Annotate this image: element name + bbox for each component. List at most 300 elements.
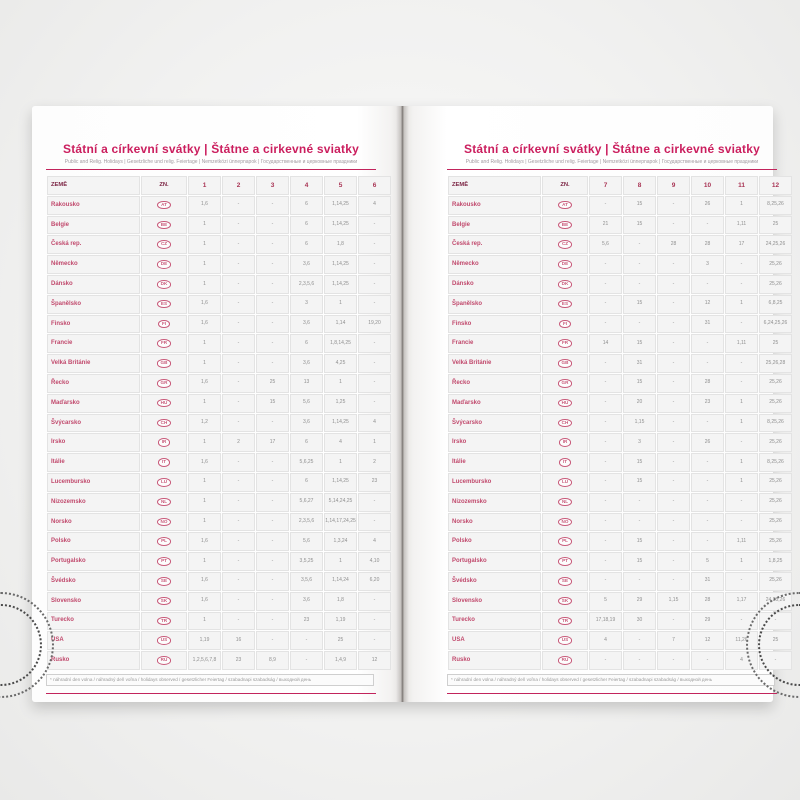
holiday-days-cell: 1,14,25 [324, 275, 357, 294]
country-code-cell [542, 572, 588, 591]
table-row [47, 374, 391, 393]
holiday-days-cell: 31 [623, 354, 656, 373]
holiday-days-cell: - [589, 453, 622, 472]
country-code-cell [141, 315, 187, 334]
country-code-badge: CH [558, 419, 573, 428]
table-row [47, 196, 391, 215]
holiday-days-cell: - [222, 493, 255, 512]
holiday-days-cell: - [691, 414, 724, 433]
holiday-days-cell: - [256, 453, 289, 472]
country-code-badge: GR [558, 379, 573, 388]
holiday-days-cell: 8,9 [256, 651, 289, 670]
title-rule [447, 169, 777, 170]
right-page-content [447, 142, 788, 694]
table-row [47, 453, 391, 472]
country-code-cell [141, 216, 187, 235]
holiday-days-cell: - [691, 473, 724, 492]
holiday-days-cell: - [657, 394, 690, 413]
holiday-days-cell: - [256, 414, 289, 433]
holiday-days-cell: - [725, 275, 758, 294]
holiday-days-cell: 15 [256, 394, 289, 413]
holiday-days-cell: - [589, 315, 622, 334]
holiday-days-cell: 1,8,14,25 [324, 334, 357, 353]
holiday-days-cell: 15 [623, 532, 656, 551]
holiday-days-cell: 25,26,28 [759, 354, 792, 373]
holiday-days-cell: 26 [691, 433, 724, 452]
holiday-days-cell: 28 [691, 592, 724, 611]
holiday-days-cell: - [222, 374, 255, 393]
holiday-days-cell: 5,6 [290, 394, 323, 413]
month-column-header: 2 [222, 176, 255, 195]
country-name: Maďarsko [47, 394, 140, 413]
table-row [448, 453, 792, 472]
title-rule [46, 169, 376, 170]
table-row [47, 473, 391, 492]
holiday-days-cell: 25,26 [759, 394, 792, 413]
holiday-days-cell: 1 [188, 433, 221, 452]
holiday-days-cell: 1,11 [725, 216, 758, 235]
bottom-rule [46, 693, 376, 694]
holiday-days-cell: - [358, 334, 391, 353]
country-code-cell [542, 295, 588, 314]
country-code-badge: IR [559, 438, 572, 447]
holiday-days-cell: - [358, 275, 391, 294]
holiday-days-cell: 1 [324, 552, 357, 571]
holiday-days-cell: 4 [358, 196, 391, 215]
holiday-days-cell: - [256, 493, 289, 512]
holiday-days-cell: 1,2,5,6,7,8 [188, 651, 221, 670]
code-column-header: ZN. [141, 176, 187, 195]
country-name: Portugalsko [448, 552, 541, 571]
holiday-days-cell: 1,14,24 [324, 572, 357, 591]
table-row [47, 612, 391, 631]
country-name: Turecko [448, 612, 541, 631]
holiday-days-cell: 28 [657, 235, 690, 254]
table-row [448, 216, 792, 235]
holiday-days-cell: 19,20 [358, 315, 391, 334]
holiday-days-cell: 3 [623, 433, 656, 452]
country-code-cell [542, 651, 588, 670]
holiday-days-cell: 25,26 [759, 374, 792, 393]
country-name: Dánsko [47, 275, 140, 294]
month-column-header: 3 [256, 176, 289, 195]
table-row [448, 334, 792, 353]
holiday-days-cell: 1,11 [725, 532, 758, 551]
holiday-days-cell: - [589, 374, 622, 393]
country-name: Belgie [47, 216, 140, 235]
holiday-days-cell: 25,26 [759, 433, 792, 452]
country-name: Velká Británie [47, 354, 140, 373]
holiday-days-cell: - [589, 532, 622, 551]
holiday-days-cell: - [256, 572, 289, 591]
holiday-days-cell: 1 [725, 552, 758, 571]
country-code-badge: US [558, 636, 572, 645]
holiday-days-cell: 5 [691, 552, 724, 571]
holiday-days-cell: - [657, 651, 690, 670]
table-row [448, 315, 792, 334]
country-code-badge: GR [157, 379, 172, 388]
holiday-days-cell: - [691, 532, 724, 551]
holiday-days-cell: - [589, 354, 622, 373]
holiday-days-cell: 6 [290, 433, 323, 452]
table-row [448, 572, 792, 591]
table-row [47, 414, 391, 433]
month-column-header: 5 [324, 176, 357, 195]
country-code-badge: FR [157, 339, 171, 348]
table-row [448, 275, 792, 294]
holiday-days-cell: 15 [623, 216, 656, 235]
holiday-days-cell: 1,6 [188, 592, 221, 611]
table-row [448, 394, 792, 413]
holiday-days-cell: - [256, 612, 289, 631]
page-subtitle: Public and Relig. Holidays | Gesetzliche und relig. Feiertage | Nemzetközi ünnepnapok | Государственные и церковные праздники [64, 159, 358, 165]
table-row [47, 235, 391, 254]
holiday-days-cell: - [657, 354, 690, 373]
holiday-days-cell: - [256, 255, 289, 274]
country-code-cell [141, 414, 187, 433]
country-name: Česká rep. [47, 235, 140, 254]
holiday-days-cell: - [623, 651, 656, 670]
country-code-badge: PT [558, 557, 572, 566]
holiday-days-cell: 25,26 [759, 513, 792, 532]
country-name: Dánsko [448, 275, 541, 294]
country-code-cell [542, 196, 588, 215]
country-code-cell [542, 473, 588, 492]
country-name: USA [448, 631, 541, 650]
country-code-cell [542, 453, 588, 472]
holiday-days-cell: - [222, 473, 255, 492]
holiday-days-cell: - [222, 394, 255, 413]
holiday-days-cell: 1 [188, 235, 221, 254]
holiday-days-cell: 1,19 [188, 631, 221, 650]
country-code-badge: CZ [558, 240, 572, 249]
country-name: Švédsko [47, 572, 140, 591]
holiday-days-cell: - [358, 394, 391, 413]
country-code-badge: FI [158, 320, 170, 329]
holiday-days-cell: 13 [290, 374, 323, 393]
country-code-cell [542, 612, 588, 631]
table-row [47, 552, 391, 571]
holiday-days-cell: - [358, 374, 391, 393]
country-code-cell [542, 493, 588, 512]
country-code-cell [542, 315, 588, 334]
holiday-days-cell: 28 [691, 235, 724, 254]
table-row [47, 216, 391, 235]
holiday-days-cell: 1 [324, 374, 357, 393]
holiday-days-cell: 5,6 [589, 235, 622, 254]
holiday-days-cell: 1,14,17,24,25 [324, 513, 357, 532]
country-name: Finsko [448, 315, 541, 334]
holiday-days-cell: - [222, 414, 255, 433]
holiday-days-cell: 1,8,25 [759, 552, 792, 571]
country-name: Rusko [448, 651, 541, 670]
holiday-days-cell: - [358, 255, 391, 274]
holiday-days-cell: 21 [589, 216, 622, 235]
country-name: Polsko [448, 532, 541, 551]
holiday-days-cell: 25,26 [759, 473, 792, 492]
country-name: Řecko [47, 374, 140, 393]
holiday-days-cell: - [358, 513, 391, 532]
table-row [47, 275, 391, 294]
holiday-days-cell: - [691, 275, 724, 294]
country-code-badge: CZ [157, 240, 171, 249]
page-title: Státní a církevní svátky | Štátne a cirkevné sviatky [464, 142, 760, 156]
country-code-badge: GB [558, 359, 573, 368]
country-code-badge: NL [157, 498, 171, 507]
holiday-days-cell: 1,6 [188, 374, 221, 393]
country-code-cell [141, 631, 187, 650]
holiday-days-cell: - [222, 354, 255, 373]
holiday-days-cell: 1,4,9 [324, 651, 357, 670]
holiday-days-cell: - [222, 334, 255, 353]
holiday-days-cell: 1,15 [657, 592, 690, 611]
holiday-days-cell: 1,14,25 [324, 216, 357, 235]
country-name: Německo [448, 255, 541, 274]
country-code-badge: FI [559, 320, 571, 329]
holiday-days-cell: 3,5,25 [290, 552, 323, 571]
holiday-days-cell: - [589, 473, 622, 492]
holiday-days-cell: 1 [725, 473, 758, 492]
table-row [448, 433, 792, 452]
holiday-days-cell: - [290, 651, 323, 670]
holiday-days-cell: 4 [725, 651, 758, 670]
country-code-cell [141, 374, 187, 393]
holiday-days-cell: - [623, 315, 656, 334]
holiday-days-cell: 6 [290, 216, 323, 235]
holiday-days-cell: 16 [222, 631, 255, 650]
country-name: Lucembursko [47, 473, 140, 492]
holiday-days-cell: 17,18,19 [589, 612, 622, 631]
country-code-cell [141, 453, 187, 472]
holiday-days-cell: - [358, 592, 391, 611]
country-code-badge: RU [157, 656, 172, 665]
page-subtitle: Public and Relig. Holidays | Gesetzliche und relig. Feiertage | Nemzetközi ünnepnapok | Государственные и церковные праздники [465, 159, 759, 165]
country-code-badge: DK [558, 280, 573, 289]
country-code-badge: HU [558, 399, 573, 408]
country-code-cell [542, 592, 588, 611]
holiday-days-cell: 15 [623, 295, 656, 314]
table-row [47, 631, 391, 650]
table-row [448, 235, 792, 254]
country-code-badge: SK [558, 597, 572, 606]
country-code-badge: PL [157, 537, 171, 546]
holiday-days-cell: 1 [725, 453, 758, 472]
holiday-days-cell: 23 [691, 394, 724, 413]
country-name: Francie [47, 334, 140, 353]
holiday-days-cell: - [222, 235, 255, 254]
holiday-days-cell: - [256, 196, 289, 215]
holiday-days-cell: 15 [623, 473, 656, 492]
holiday-days-cell: - [657, 216, 690, 235]
holiday-days-cell: - [725, 315, 758, 334]
country-code-badge: NL [558, 498, 572, 507]
holiday-days-cell: 15 [623, 334, 656, 353]
country-name: Norsko [47, 513, 140, 532]
holiday-days-cell: - [358, 612, 391, 631]
country-code-badge: LU [157, 478, 171, 487]
holiday-days-cell: - [256, 532, 289, 551]
country-code-cell [141, 493, 187, 512]
table-row [47, 493, 391, 512]
country-code-badge: BE [558, 221, 572, 230]
holiday-days-cell: - [358, 295, 391, 314]
holiday-days-cell: 12 [358, 651, 391, 670]
holiday-days-cell: - [623, 275, 656, 294]
table-row [47, 532, 391, 551]
country-code-badge: SK [157, 597, 171, 606]
holiday-days-cell: 6 [290, 334, 323, 353]
table-row [47, 334, 391, 353]
country-code-cell [141, 592, 187, 611]
holiday-days-cell: - [657, 255, 690, 274]
holiday-days-cell: - [725, 493, 758, 512]
holiday-days-cell: - [725, 433, 758, 452]
code-column-header: ZN. [542, 176, 588, 195]
holiday-days-cell: 31 [691, 315, 724, 334]
holiday-days-cell: - [589, 552, 622, 571]
holiday-days-cell: 1 [188, 473, 221, 492]
country-name: Slovensko [448, 592, 541, 611]
diary-book-spread [32, 106, 788, 702]
country-code-badge: NO [157, 518, 172, 527]
country-code-cell [141, 295, 187, 314]
country-code-cell [542, 513, 588, 532]
holiday-days-cell: - [256, 552, 289, 571]
holiday-days-cell: - [691, 354, 724, 373]
holiday-days-cell: - [358, 354, 391, 373]
country-code-badge: GB [157, 359, 172, 368]
holiday-days-cell: 1 [725, 414, 758, 433]
holiday-days-cell: 1,15 [623, 414, 656, 433]
holiday-days-cell: - [657, 453, 690, 472]
holiday-days-cell: 24,25,26 [759, 235, 792, 254]
holiday-days-cell: 4,25 [324, 354, 357, 373]
country-code-cell [141, 354, 187, 373]
country-code-cell [141, 513, 187, 532]
country-name: Řecko [448, 374, 541, 393]
table-row [448, 295, 792, 314]
table-row [448, 631, 792, 650]
holiday-days-cell: - [256, 315, 289, 334]
holiday-days-cell: - [256, 354, 289, 373]
left-page-content [46, 142, 381, 694]
holiday-days-cell: - [623, 631, 656, 650]
holiday-days-cell: 23 [222, 651, 255, 670]
country-code-badge: BE [157, 221, 171, 230]
country-name: Slovensko [47, 592, 140, 611]
holiday-days-cell: - [657, 612, 690, 631]
holiday-days-cell: - [358, 631, 391, 650]
holiday-days-cell: 6 [290, 473, 323, 492]
holiday-days-cell: 3 [290, 295, 323, 314]
holiday-days-cell: - [589, 196, 622, 215]
holiday-days-cell: 23 [290, 612, 323, 631]
holiday-days-cell: 1,14,25 [324, 196, 357, 215]
country-code-badge: ES [558, 300, 572, 309]
holiday-days-cell: 25 [759, 631, 792, 650]
holiday-days-cell: 2 [222, 433, 255, 452]
holiday-days-cell: - [589, 651, 622, 670]
holiday-days-cell: 1 [358, 433, 391, 452]
holiday-days-cell: 5,14,24,25 [324, 493, 357, 512]
holiday-days-cell: 28 [691, 374, 724, 393]
country-name: Finsko [47, 315, 140, 334]
holiday-days-cell: 25 [256, 374, 289, 393]
country-code-badge: FR [558, 339, 572, 348]
holiday-days-cell: - [623, 513, 656, 532]
holiday-days-cell: - [256, 275, 289, 294]
table-row [448, 513, 792, 532]
country-code-badge: DK [157, 280, 172, 289]
footnote: * náhradní den volna / náhradný deň voľna / holidays observed / gesetzlicher Feiertag / szabadnapi szabadság / выходной день [46, 674, 374, 686]
holiday-days-cell: - [589, 255, 622, 274]
holiday-days-cell: 1,8 [324, 235, 357, 254]
holiday-days-cell: 29 [623, 592, 656, 611]
holiday-days-cell: 29 [691, 612, 724, 631]
table-row [448, 414, 792, 433]
holiday-days-cell: 1 [188, 255, 221, 274]
month-column-header: 9 [657, 176, 690, 195]
holiday-days-cell: - [589, 275, 622, 294]
holiday-days-cell: 25,26 [759, 255, 792, 274]
holiday-days-cell: 12 [691, 295, 724, 314]
holiday-days-cell: 2 [358, 453, 391, 472]
holiday-days-cell: - [358, 216, 391, 235]
table-row [47, 255, 391, 274]
left-page [32, 106, 402, 702]
holiday-days-cell: - [623, 255, 656, 274]
holiday-days-cell: 8,25,26 [759, 414, 792, 433]
month-column-header: 12 [759, 176, 792, 195]
country-name: Švýcarsko [448, 414, 541, 433]
country-code-badge: LU [558, 478, 572, 487]
table-row [448, 532, 792, 551]
holiday-days-cell: - [256, 235, 289, 254]
holiday-days-cell: 12 [691, 631, 724, 650]
table-row [47, 513, 391, 532]
table-row [47, 433, 391, 452]
holiday-days-cell: 1 [725, 196, 758, 215]
holiday-days-cell: 25 [324, 631, 357, 650]
holiday-days-cell: 1,19 [324, 612, 357, 631]
holiday-days-cell: 25,26 [759, 532, 792, 551]
country-code-cell [542, 532, 588, 551]
country-name: Španělsko [47, 295, 140, 314]
country-name: Belgie [448, 216, 541, 235]
country-code-cell [141, 572, 187, 591]
holiday-days-cell: 3,6 [290, 414, 323, 433]
holiday-days-cell: - [256, 513, 289, 532]
holiday-days-cell: 8,25,26 [759, 196, 792, 215]
country-code-cell [542, 552, 588, 571]
table-header-row [47, 176, 391, 195]
country-code-badge: IT [158, 458, 170, 467]
month-column-header: 7 [589, 176, 622, 195]
country-name: Švédsko [448, 572, 541, 591]
holiday-days-cell: - [589, 493, 622, 512]
holiday-days-cell: 6,20 [358, 572, 391, 591]
holiday-days-cell: 1 [188, 612, 221, 631]
month-column-header: 4 [290, 176, 323, 195]
holiday-days-cell: 15 [623, 552, 656, 571]
table-row [448, 592, 792, 611]
holiday-days-cell: 24,25,26 [759, 592, 792, 611]
country-name: Rakousko [47, 196, 140, 215]
table-row [47, 651, 391, 670]
holiday-days-cell: 31 [691, 572, 724, 591]
holiday-days-cell: - [256, 592, 289, 611]
holiday-days-cell: - [725, 354, 758, 373]
